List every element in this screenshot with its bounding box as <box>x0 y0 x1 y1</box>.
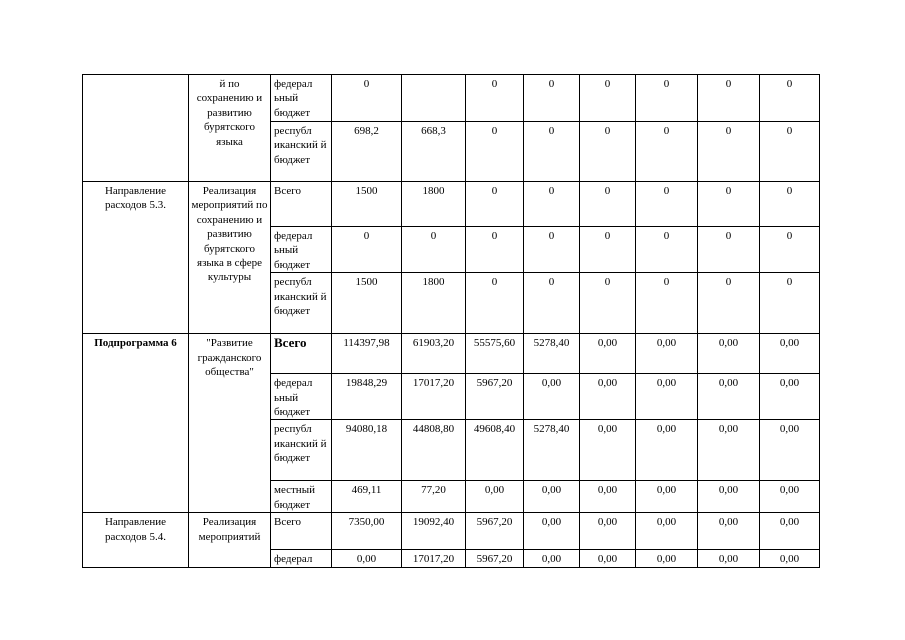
value-cell: 0,00 <box>580 374 636 420</box>
value-cell: 17017,20 <box>402 374 466 420</box>
row-name-cell: Подпрограмма 6 <box>83 334 189 513</box>
value-cell: 0 <box>698 273 760 334</box>
value-cell: 0 <box>580 182 636 227</box>
row-name-cell <box>83 75 189 182</box>
value-cell: 5278,40 <box>524 334 580 374</box>
value-cell: 0,00 <box>332 550 402 568</box>
table-row <box>83 75 820 122</box>
value-cell: 0 <box>466 122 524 182</box>
value-cell: 0,00 <box>636 550 698 568</box>
value-cell: 0,00 <box>636 481 698 513</box>
value-cell: 0,00 <box>524 374 580 420</box>
value-cell: 0,00 <box>760 334 820 374</box>
value-cell: 114397,98 <box>332 334 402 374</box>
value-cell: 49608,40 <box>466 420 524 481</box>
row-description-cell: Реализация мероприятий по сохранению и развитию бурятского языка в сфере культуры <box>189 182 271 334</box>
table-row <box>83 334 820 374</box>
value-cell: 1800 <box>402 182 466 227</box>
value-cell: 0 <box>466 182 524 227</box>
funding-source-cell: Всего <box>271 182 332 227</box>
funding-source-cell: республ иканский й бюджет <box>271 420 332 481</box>
value-cell: 0 <box>524 227 580 273</box>
value-cell: 0 <box>698 75 760 122</box>
value-cell: 0 <box>524 273 580 334</box>
value-cell: 0 <box>760 182 820 227</box>
value-cell: 0,00 <box>760 481 820 513</box>
value-cell: 0 <box>636 122 698 182</box>
value-cell: 0,00 <box>698 513 760 550</box>
value-cell: 0 <box>466 75 524 122</box>
value-cell: 0 <box>636 182 698 227</box>
value-cell: 5278,40 <box>524 420 580 481</box>
funding-source-cell: федерал ьный бюджет <box>271 227 332 273</box>
funding-source-cell: республ иканский й бюджет <box>271 122 332 182</box>
funding-source-cell: республ иканский й бюджет <box>271 273 332 334</box>
value-cell: 0,00 <box>698 334 760 374</box>
funding-source-cell: Всего <box>271 334 332 374</box>
value-cell: 0,00 <box>636 513 698 550</box>
funding-source-cell: Всего <box>271 513 332 550</box>
value-cell: 0,00 <box>698 481 760 513</box>
value-cell: 0,00 <box>524 550 580 568</box>
funding-source-cell: федерал ьный бюджет <box>271 374 332 420</box>
value-cell: 0,00 <box>636 420 698 481</box>
value-cell: 0 <box>636 75 698 122</box>
table-row <box>83 513 820 550</box>
value-cell: 0,00 <box>636 334 698 374</box>
value-cell: 1500 <box>332 273 402 334</box>
value-cell: 19092,40 <box>402 513 466 550</box>
value-cell: 0 <box>698 122 760 182</box>
value-cell: 0,00 <box>698 420 760 481</box>
value-cell: 0 <box>580 227 636 273</box>
value-cell: 1800 <box>402 273 466 334</box>
value-cell: 0,00 <box>580 550 636 568</box>
value-cell: 0,00 <box>636 374 698 420</box>
value-cell: 0 <box>524 122 580 182</box>
value-cell: 0,00 <box>760 513 820 550</box>
value-cell: 55575,60 <box>466 334 524 374</box>
value-cell: 19848,29 <box>332 374 402 420</box>
value-cell: 5967,20 <box>466 550 524 568</box>
value-cell: 0 <box>332 227 402 273</box>
value-cell: 0 <box>698 227 760 273</box>
value-cell: 0 <box>698 182 760 227</box>
value-cell: 5967,20 <box>466 513 524 550</box>
value-cell: 77,20 <box>402 481 466 513</box>
value-cell: 44808,80 <box>402 420 466 481</box>
value-cell: 469,11 <box>332 481 402 513</box>
value-cell: 61903,20 <box>402 334 466 374</box>
value-cell: 0 <box>524 75 580 122</box>
value-cell: 0 <box>580 122 636 182</box>
value-cell: 0 <box>760 227 820 273</box>
budget-table <box>82 74 820 568</box>
value-cell: 0,00 <box>580 513 636 550</box>
value-cell: 0,00 <box>698 374 760 420</box>
value-cell: 0 <box>636 227 698 273</box>
table-row <box>83 182 820 227</box>
value-cell: 5967,20 <box>466 374 524 420</box>
value-cell: 7350,00 <box>332 513 402 550</box>
value-cell: 0 <box>760 122 820 182</box>
funding-source-cell: федерал <box>271 550 332 568</box>
row-description-cell: Реализация мероприятий <box>189 513 271 568</box>
value-cell: 0,00 <box>524 513 580 550</box>
value-cell: 0 <box>524 182 580 227</box>
value-cell: 668,3 <box>402 122 466 182</box>
funding-source-cell: местный бюджет <box>271 481 332 513</box>
value-cell: 94080,18 <box>332 420 402 481</box>
value-cell: 0 <box>580 273 636 334</box>
value-cell: 698,2 <box>332 122 402 182</box>
value-cell: 0 <box>580 75 636 122</box>
funding-source-cell: федерал ьный бюджет <box>271 75 332 122</box>
value-cell: 0 <box>760 273 820 334</box>
value-cell: 0,00 <box>466 481 524 513</box>
value-cell: 0 <box>466 227 524 273</box>
value-cell: 0,00 <box>580 334 636 374</box>
value-cell: 1500 <box>332 182 402 227</box>
value-cell: 0,00 <box>580 420 636 481</box>
value-cell: 0,00 <box>524 481 580 513</box>
value-cell: 0,00 <box>760 420 820 481</box>
value-cell: 0 <box>332 75 402 122</box>
row-name-cell: Направление расходов 5.3. <box>83 182 189 334</box>
value-cell: 0,00 <box>698 550 760 568</box>
row-description-cell: "Развитие гражданского общества" <box>189 334 271 513</box>
value-cell: 0 <box>760 75 820 122</box>
value-cell <box>402 75 466 122</box>
value-cell: 0 <box>402 227 466 273</box>
value-cell: 0,00 <box>760 550 820 568</box>
value-cell: 0,00 <box>580 481 636 513</box>
value-cell: 0 <box>466 273 524 334</box>
value-cell: 0,00 <box>760 374 820 420</box>
row-description-cell: й по сохранению и развитию бурятского языка <box>189 75 271 182</box>
row-name-cell: Направление расходов 5.4. <box>83 513 189 568</box>
value-cell: 0 <box>636 273 698 334</box>
value-cell: 17017,20 <box>402 550 466 568</box>
